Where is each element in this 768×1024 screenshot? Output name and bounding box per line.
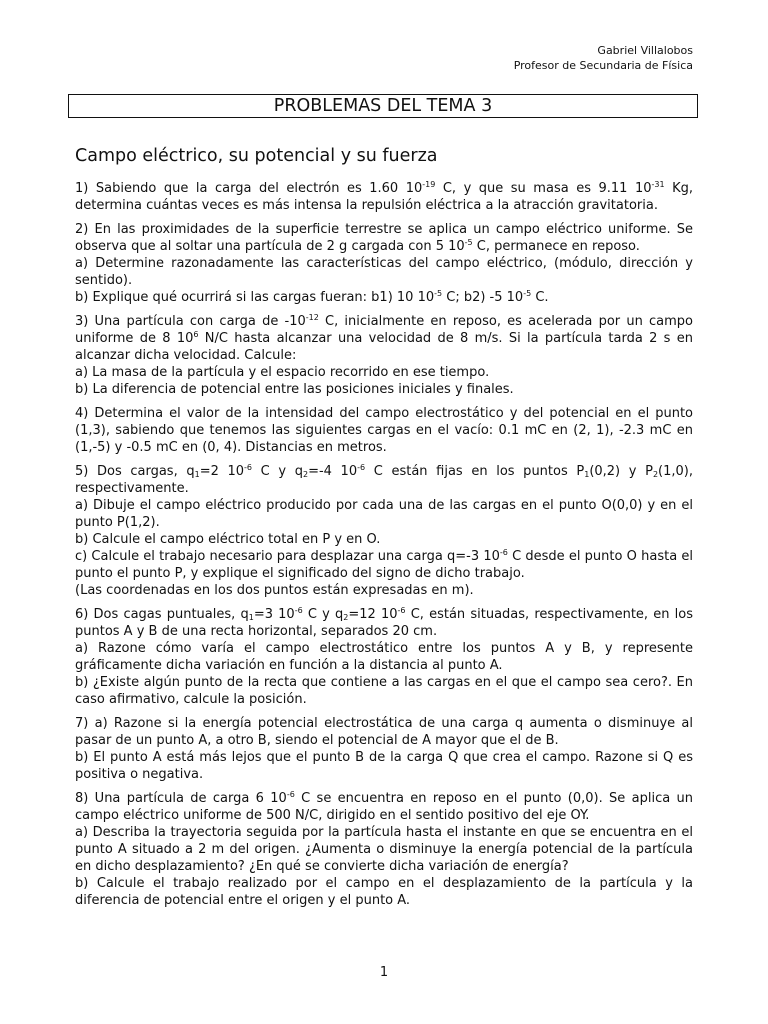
problem-paragraph: a) Razone cómo varía el campo electrostático entre los puntos A y B, y represente gráficamente dicha variación en función a la distancia al punto A. [75, 641, 693, 673]
section-title: Campo eléctrico, su potencial y su fuerza [75, 146, 438, 166]
problem-paragraph: b) Explique qué ocurrirá si las cargas fueran: b1) 10 $10^{-5}$ C; b2) -5 $10^{-5}$ C. [75, 289, 549, 305]
page-number: 1 [379, 965, 389, 980]
problem-4 [75, 405, 693, 456]
problem-6 [75, 606, 693, 708]
problem-paragraph: 2) En las proximidades de la superficie terrestre se aplica un campo eléctrico uniforme. Se observa que al soltar una partícula de 2 g cargada con 5 $10^{-5}$ C, permanece en reposo. [75, 222, 693, 254]
problem-1 [75, 180, 693, 214]
problem-paragraph: b) Calcule el trabajo realizado por el campo en el desplazamiento de la partícula y la diferencia de potencial entre el origen y el punto A. [75, 876, 693, 908]
problem-paragraph: 1) Sabiendo que la carga del electrón es 1.60 $10^{-19}$ C, y que su masa es 9.11 $10^{-31}$ Kg, determina cuántas veces es más intensa la repulsión eléctrica a la atracción gravitatoria. [75, 180, 693, 213]
page-header [514, 43, 693, 73]
problem-5 [75, 463, 693, 599]
author-name: Gabriel Villalobos [597, 44, 693, 57]
problem-7 [75, 715, 693, 783]
problem-3 [75, 313, 693, 398]
problem-paragraph: b) Calcule el campo eléctrico total en P y en O. [75, 532, 381, 547]
problem-paragraph: 5) Dos cargas, $q_1=2$ $10^{-6}$ C y $q_2=-4$ $10^{-6}$ C están fijas en los puntos $P_1(0,2)$ y $P_2(1,0)$, respectivamente. [75, 463, 693, 496]
problem-list [75, 180, 693, 916]
problem-2 [75, 221, 693, 306]
document-title: PROBLEMAS DEL TEMA 3 [68, 94, 698, 118]
problem-paragraph: 3) Una partícula con carga de $-10^{-12}$ C, inicialmente en reposo, es acelerada por un campo uniforme de 8 $10^6$ N/C hasta alcanzar una velocidad de 8 m/s. Si la partícula tarda 2 s en alcanzar dicha velocidad. Calcule: [75, 313, 693, 363]
problem-paragraph: 4) Determina el valor de la intensidad del campo electrostático y del potencial en el punto (1,3), sabiendo que tenemos las siguientes cargas en el vacío: 0.1 mC en (2, 1), -2.3 mC en (1,-5) y -0.5 mC en (0, 4). Distancias en metros. [75, 406, 693, 455]
problem-paragraph: b) ¿Existe algún punto de la recta que contiene a las cargas en el que el campo sea cero?. En caso afirmativo, calcule la posición. [75, 675, 693, 707]
problem-paragraph: 7) a) Razone si la energía potencial electrostática de una carga q aumenta o disminuye al pasar de un punto A, a otro B, siendo el potencial de A mayor que el de B. [75, 716, 693, 748]
problem-paragraph: (Las coordenadas en los dos puntos están expresadas en m). [75, 583, 474, 598]
problem-paragraph: 8) Una partícula de carga 6 $10^{-6}$ C se encuentra en reposo en el punto (0,0). Se aplica un campo eléctrico uniforme de 500 N/C, dirigido en el sentido positivo del eje OY. [75, 790, 693, 823]
author-role: Profesor de Secundaria de Física [513, 59, 693, 72]
problem-paragraph: a) Determine razonadamente las características del campo eléctrico, (módulo, dirección y sentido). [75, 256, 693, 288]
problem-paragraph: c) Calcule el trabajo necesario para desplazar una carga q=-3 $10^{-6}$ C desde el punto O hasta el punto el punto P, y explique el significado del signo de dicho trabajo. [75, 548, 693, 581]
problem-paragraph: a) Describa la trayectoria seguida por la partícula hasta el instante en que se encuentra en el punto A situado a 2 m del origen. ¿Aumenta o disminuye la energía potencial de la partícula en dicho desplazamiento? ¿En qué se convierte dicha variación de energía? [75, 825, 693, 874]
problem-paragraph: b) La diferencia de potencial entre las posiciones iniciales y finales. [75, 382, 514, 397]
problem-paragraph: a) Dibuje el campo eléctrico producido por cada una de las cargas en el punto O(0,0) y en el punto P(1,2). [75, 498, 693, 530]
problem-paragraph: 6) Dos cagas puntuales, $q_1=3$ $10^{-6}$ C y $q_2=12$ $10^{-6}$ C, están situadas, respectivamente, en los puntos A y B de una recta horizontal, separados 20 cm. [75, 606, 694, 639]
problem-paragraph: b) El punto A está más lejos que el punto B de la carga Q que crea el campo. Razone si Q es positiva o negativa. [75, 750, 693, 782]
problem-8 [75, 790, 693, 909]
problem-paragraph: a) La masa de la partícula y el espacio recorrido en ese tiempo. [75, 365, 490, 380]
